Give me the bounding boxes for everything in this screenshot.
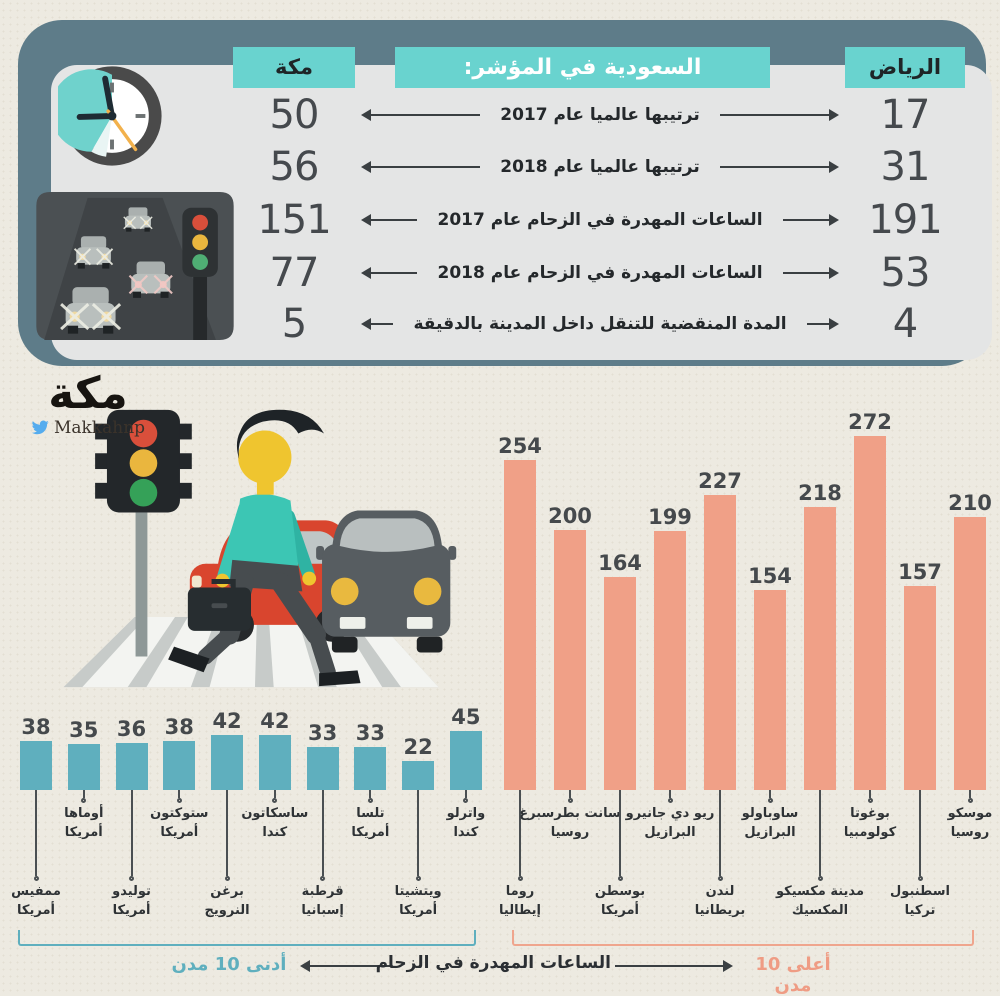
city-label: توليدو أمريكا (112, 884, 151, 918)
bar-value-label: 199 (648, 505, 692, 529)
riyadh-value: 53 (880, 250, 930, 296)
makkah-value: 151 (257, 197, 331, 243)
leader-dot-icon (463, 798, 468, 803)
bar (504, 460, 536, 790)
city-label: أوماها أمريكا (64, 806, 104, 840)
table-row (233, 301, 965, 347)
bar-value-label: 42 (260, 709, 290, 733)
leader-dot-icon (225, 876, 230, 881)
bar-unit (351, 721, 390, 840)
city-label: سانت بطرسبرغ روسيا (519, 806, 621, 840)
arrow-to-riyadh-icon (783, 219, 837, 221)
bar-unit (498, 434, 542, 918)
city-label: تلسا أمريكا (351, 806, 390, 840)
leader-line (465, 790, 467, 798)
row-label: ترتيبها عالميا عام 2017 (500, 105, 700, 125)
riyadh-value: 4 (892, 301, 918, 347)
traffic-jam-icon (36, 192, 234, 340)
leader-dot-icon (416, 876, 421, 881)
leader-dot-icon (918, 876, 923, 881)
city-label: ممفيس أمريكا (11, 884, 61, 918)
bar-unit (150, 715, 209, 840)
row-label: الساعات المهدرة في الزحام عام 2018 (437, 263, 763, 283)
bar (402, 761, 434, 790)
bar-unit (112, 717, 151, 918)
bar-value-label: 45 (451, 705, 481, 729)
riyadh-value: 191 (868, 197, 942, 243)
tick-assembly (917, 790, 1000, 843)
bar-value-label: 164 (598, 551, 642, 575)
bar (904, 586, 936, 790)
city-label: قرطبة إسبانيا (301, 884, 344, 918)
twitter-handle: Makkahnp (53, 418, 146, 438)
arrow-to-makkah-icon (363, 272, 417, 274)
bottom10-group-label: أدنى 10 مدن (171, 954, 287, 975)
bar-value-label: 254 (498, 434, 542, 458)
tick-assembly (413, 790, 519, 843)
top10-group-label: أعلى 10 مدن (755, 954, 831, 996)
leader-dot-icon (129, 876, 134, 881)
bar (163, 741, 195, 790)
city-label: مدينة مكسيكو المكسيك (775, 884, 864, 918)
makkah-value: 77 (269, 250, 319, 296)
row-label: الساعات المهدرة في الزحام عام 2017 (437, 210, 763, 230)
bar (354, 747, 386, 790)
city-label: روما إيطاليا (499, 884, 541, 918)
city-label: ستوكتون أمريكا (150, 806, 209, 840)
bar-value-label: 154 (748, 564, 792, 588)
bar-unit (204, 709, 250, 918)
row-label: ترتيبها عالميا عام 2018 (500, 157, 700, 177)
bar-unit (625, 505, 715, 840)
makkah-value: 5 (281, 301, 307, 347)
bar (116, 743, 148, 790)
riyadh-column-header: الرياض (845, 47, 965, 88)
bar-value-label: 38 (21, 715, 51, 739)
bar-value-label: 157 (898, 560, 942, 584)
twitter-handle-row (8, 418, 168, 438)
gray-car (316, 510, 456, 652)
table-row (233, 250, 965, 296)
leader-dot-icon (618, 876, 623, 881)
bar-unit (11, 715, 61, 918)
bar (954, 517, 986, 790)
table-row (233, 92, 965, 138)
table-row (233, 144, 965, 190)
pedestrian-crossing-illustration (42, 398, 460, 694)
bar (259, 735, 291, 790)
arrow-to-makkah-icon (363, 166, 480, 168)
bar (450, 731, 482, 790)
table-title: السعودية في المؤشر: (395, 47, 770, 88)
bar-value-label: 227 (698, 469, 742, 493)
bar (604, 577, 636, 790)
bar-unit (741, 564, 799, 840)
city-label: بوغوتا كولومبيا (843, 806, 897, 840)
riyadh-value: 17 (880, 92, 930, 138)
bar (854, 436, 886, 790)
bar-unit (775, 481, 864, 918)
city-label: لندن بريطانيا (694, 884, 746, 918)
bar-value-label: 210 (948, 491, 992, 515)
riyadh-value: 31 (880, 144, 930, 190)
city-label: اسطنبول تركيا (890, 884, 950, 918)
city-label: ويتشيتا أمريكا (394, 884, 442, 918)
bar-value-label: 272 (848, 410, 892, 434)
footer-axis (0, 948, 1000, 996)
bar (654, 531, 686, 790)
makkah-value: 50 (269, 92, 319, 138)
bar (804, 507, 836, 790)
bar (211, 735, 243, 790)
leader-dot-icon (718, 876, 723, 881)
bar-unit (947, 491, 993, 840)
arrow-to-riyadh-icon (720, 114, 837, 116)
bar-unit (843, 410, 897, 840)
bar-unit (394, 735, 442, 918)
leader-dot-icon (34, 876, 39, 881)
top10-cities-chart (498, 398, 993, 918)
city-label: بوسطن أمريكا (594, 884, 646, 918)
makkah-column-header: مكة (233, 47, 355, 88)
twitter-bird-icon (31, 420, 49, 436)
bar-value-label: 22 (403, 735, 433, 759)
bottom10-cities-chart (11, 690, 486, 918)
bar-value-label: 36 (116, 717, 147, 741)
bar-unit (301, 721, 344, 918)
bar-value-label: 42 (212, 709, 242, 733)
city-label: واترلو كندا (446, 806, 486, 840)
leader-dot-icon (818, 876, 823, 881)
right-arrow-icon (615, 965, 731, 967)
bar-value-label: 33 (355, 721, 385, 745)
arrow-to-makkah-icon (363, 114, 480, 116)
city-label: موسكو روسيا (947, 806, 993, 840)
leader-dot-icon (320, 876, 325, 881)
arrow-to-riyadh-icon (783, 272, 837, 274)
bar (754, 590, 786, 790)
table-row (233, 197, 965, 243)
city-label: ريو دي جانيرو البرازيل (625, 806, 715, 840)
arrow-to-makkah-icon (363, 219, 417, 221)
arrow-to-riyadh-icon (720, 166, 837, 168)
row-label: المدة المنقضية للتنقل داخل المدينة بالدقيقة (413, 314, 787, 334)
axis-title: الساعات المهدرة في الزحام (375, 953, 611, 973)
brand-block (8, 368, 168, 438)
city-label: ساسكاتون كندا (241, 806, 309, 840)
bar-value-label: 200 (548, 504, 592, 528)
arrow-to-makkah-icon (363, 323, 393, 325)
bar (307, 747, 339, 790)
bar-value-label: 33 (307, 721, 338, 745)
leader-dot-icon (518, 876, 523, 881)
city-label: برغن النرويج (204, 884, 250, 918)
arrow-to-riyadh-icon (807, 323, 837, 325)
bar-unit (594, 551, 646, 918)
bar (20, 741, 52, 790)
bar-unit (890, 560, 950, 918)
bar (704, 495, 736, 790)
bar-unit (446, 705, 486, 840)
bar-unit (694, 469, 746, 918)
bar-value-label: 218 (798, 481, 842, 505)
bar-value-label: 38 (164, 715, 194, 739)
bar (554, 530, 586, 790)
city-label: ساوباولو البرازيل (741, 806, 799, 840)
makkah-value: 56 (269, 144, 319, 190)
leader-dot-icon (968, 798, 973, 803)
bar (68, 744, 100, 790)
clock-icon (58, 62, 166, 170)
bar-unit (241, 709, 309, 840)
top10-bracket (512, 930, 974, 946)
leader-line (969, 790, 971, 798)
bar-unit (64, 718, 104, 840)
bottom10-bracket (18, 930, 476, 946)
makkah-newspaper-logo: مكة (48, 368, 128, 419)
bar-value-label: 35 (69, 718, 99, 742)
